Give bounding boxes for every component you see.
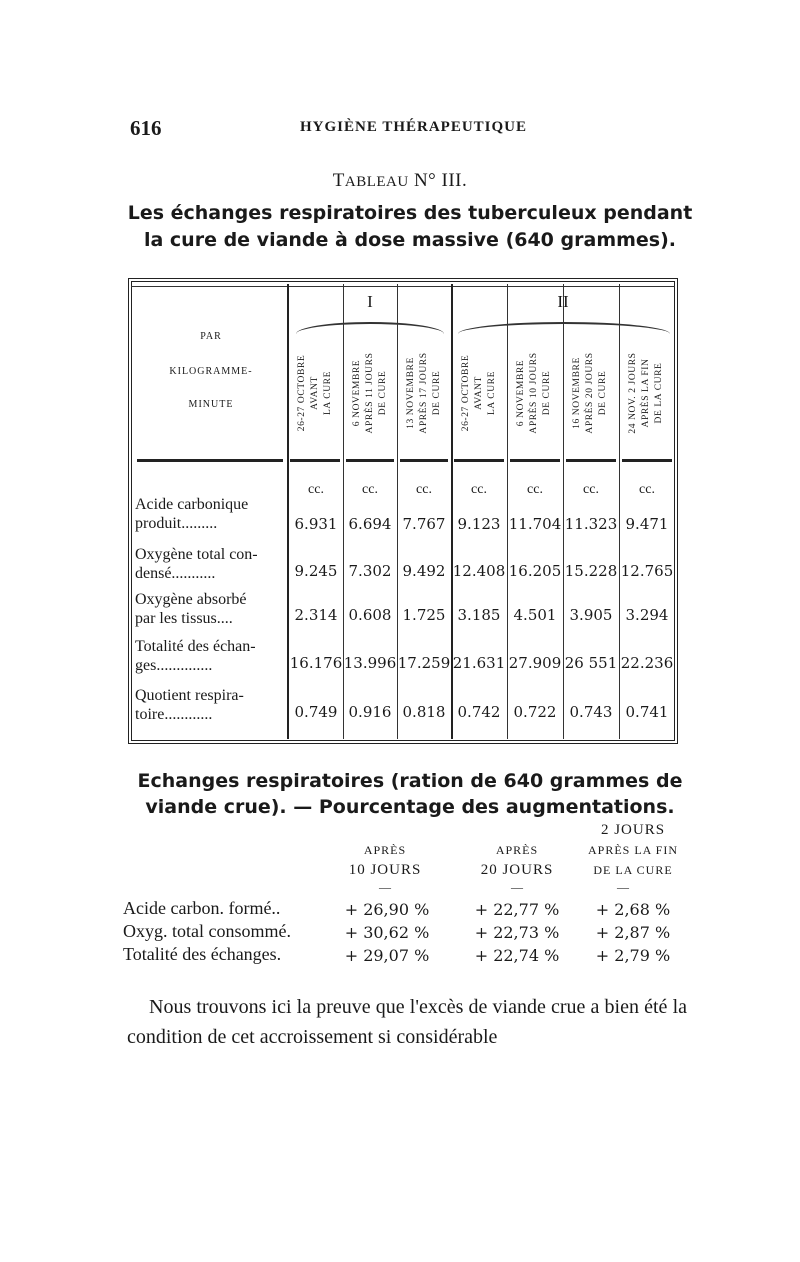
table-cell: 0.818 bbox=[402, 703, 446, 721]
column-header-2-line-2: APRÈS 11 JOURS bbox=[365, 352, 375, 434]
row-label-co2-line-1: Acide carbonique bbox=[135, 496, 249, 513]
pct-cell: + 22,74 % bbox=[474, 946, 560, 965]
table-title-suffix: N° III. bbox=[408, 170, 468, 191]
table-title bbox=[0, 170, 800, 192]
column-header-7 bbox=[627, 328, 667, 458]
row-label-oxygen-absorbed-line-1: Oxygène absorbé bbox=[135, 591, 247, 608]
column-header-5-line-2: APRÈS 10 JOURS bbox=[529, 352, 539, 434]
table-cell: 3.185 bbox=[457, 606, 501, 624]
column-header-1-line-3: LA CURE bbox=[323, 370, 333, 416]
column-header-2 bbox=[351, 328, 391, 458]
row-label-total-exchanges-line-2: ges.............. bbox=[135, 657, 213, 674]
table-cell: 2.314 bbox=[294, 606, 338, 624]
row-label-oxygen-total-line-2: densé........... bbox=[135, 565, 216, 582]
unit-label: cc. bbox=[527, 482, 543, 497]
pct-header-after-cure-line-2: APRÈS LA FIN bbox=[587, 843, 679, 857]
column-header-3-line-2: APRÈS 17 JOURS bbox=[419, 352, 429, 434]
row-label-co2-line-2: produit......... bbox=[135, 515, 218, 532]
table-cell: 6.931 bbox=[294, 515, 338, 533]
table-cell: 27.909 bbox=[508, 654, 562, 672]
column-header-1-line-2: AVANT bbox=[310, 376, 320, 410]
table-cell: 3.294 bbox=[625, 606, 669, 624]
table-cell: 0.608 bbox=[348, 606, 392, 624]
table-cell: 11.323 bbox=[564, 515, 618, 533]
table-cell: 9.123 bbox=[457, 515, 501, 533]
pct-header-after-cure bbox=[568, 820, 698, 880]
stub-header-line-2: KILOGRAMME- bbox=[169, 366, 253, 377]
column-header-3-line-3: DE CURE bbox=[432, 370, 442, 416]
table-cell: 22.236 bbox=[620, 654, 674, 672]
pct-header-rule: — bbox=[379, 880, 391, 894]
table-cell: 1.725 bbox=[402, 606, 446, 624]
pct-cell: + 2,68 % bbox=[595, 900, 671, 919]
table-cell: 9.492 bbox=[402, 562, 446, 580]
unit-label: cc. bbox=[583, 482, 599, 497]
pct-header-rule: — bbox=[511, 880, 523, 894]
column-header-4-line-3: LA CURE bbox=[487, 370, 497, 416]
pct-header-after-cure-line-3: DE LA CURE bbox=[593, 863, 673, 877]
column-header-6-line-3: DE CURE bbox=[598, 370, 608, 416]
table-cell: 0.722 bbox=[513, 703, 557, 721]
column-header-5-line-3: DE CURE bbox=[542, 370, 552, 416]
column-header-7-line-3: DE LA CURE bbox=[654, 362, 664, 424]
row-label-quotient-line-2: toire............ bbox=[135, 706, 213, 723]
unit-label: cc. bbox=[416, 482, 432, 497]
pct-cell: + 2,79 % bbox=[595, 946, 671, 965]
row-label-co2 bbox=[135, 495, 290, 533]
header-rule bbox=[566, 459, 616, 462]
table-cell: 21.631 bbox=[452, 654, 506, 672]
pct-header-20-days-line-2: 20 JOURS bbox=[480, 862, 554, 878]
row-label-quotient-line-1: Quotient respira- bbox=[135, 687, 244, 704]
column-header-2-line-1: 6 NOVEMBRE bbox=[352, 359, 362, 427]
table-title-smallcaps: ABLEAU bbox=[344, 174, 409, 190]
table-title-prefix: T bbox=[332, 170, 345, 191]
header-rule bbox=[454, 459, 504, 462]
table-cell: 9.471 bbox=[625, 515, 669, 533]
column-header-3 bbox=[405, 328, 445, 458]
table-cell: 26 551 bbox=[564, 654, 618, 672]
group-label-i: I bbox=[367, 292, 373, 311]
pct-header-10-days-line-1: APRÈS bbox=[363, 843, 407, 857]
stub-header-line-1: PAR bbox=[200, 331, 222, 342]
unit-label: cc. bbox=[639, 482, 655, 497]
row-label-oxygen-absorbed bbox=[135, 590, 290, 628]
stub-header-line-3: MINUTE bbox=[188, 399, 234, 410]
header-rule bbox=[346, 459, 394, 462]
table-cell: 4.501 bbox=[513, 606, 557, 624]
column-header-1 bbox=[296, 328, 336, 458]
pct-cell: + 30,62 % bbox=[344, 923, 430, 942]
table-cell: 9.245 bbox=[294, 562, 338, 580]
table-cell: 3.905 bbox=[569, 606, 613, 624]
running-head: HYGIÈNE THÉRAPEUTIQUE bbox=[300, 119, 528, 135]
column-header-4 bbox=[460, 328, 500, 458]
column-header-4-line-1: 26-27 OCTOBRE bbox=[461, 354, 471, 432]
pct-cell: + 22,73 % bbox=[474, 923, 560, 942]
unit-label: cc. bbox=[308, 482, 324, 497]
table-cell: 15.228 bbox=[564, 562, 618, 580]
table-cell: 0.743 bbox=[569, 703, 613, 721]
table-cell: 17.259 bbox=[397, 654, 451, 672]
column-header-1-line-1: 26-27 OCTOBRE bbox=[297, 354, 307, 432]
pct-header-10-days bbox=[330, 840, 440, 880]
column-header-6-line-2: APRÈS 20 JOURS bbox=[585, 352, 595, 434]
table-cell: 0.749 bbox=[294, 703, 338, 721]
pct-cell: + 2,87 % bbox=[595, 923, 671, 942]
pct-row-label-total: Totalité des échanges. bbox=[123, 944, 282, 964]
column-header-6-line-1: 16 NOVEMBRE bbox=[572, 357, 582, 429]
table-cell: 11.704 bbox=[508, 515, 562, 533]
table-cell: 0.741 bbox=[625, 703, 669, 721]
table-top-rule bbox=[131, 286, 675, 287]
row-label-total-exchanges bbox=[135, 637, 290, 675]
row-label-total-exchanges-line-1: Totalité des échan- bbox=[135, 638, 256, 655]
percentage-caption: Echanges respiratoires (ration de 640 grammes de viande crue). — Pourcentage des augmentations. bbox=[137, 770, 683, 818]
pct-header-20-days bbox=[462, 840, 572, 880]
header-rule bbox=[400, 459, 448, 462]
page-number: 616 bbox=[130, 116, 162, 140]
pct-header-rule: — bbox=[617, 880, 629, 894]
table-cell: 13.996 bbox=[343, 654, 397, 672]
column-header-2-line-3: DE CURE bbox=[378, 370, 388, 416]
column-header-7-line-2: APRÈS LA FIN bbox=[641, 358, 651, 428]
row-label-quotient bbox=[135, 686, 290, 724]
table-cell: 12.765 bbox=[620, 562, 674, 580]
body-paragraph: Nous trouvons ici la preuve que l'excès de viande crue a bien été la condition de cet accroissement si considérable bbox=[127, 996, 687, 1048]
row-label-oxygen-total-line-1: Oxygène total con- bbox=[135, 546, 258, 563]
pct-header-after-cure-line-1: 2 JOURS bbox=[600, 822, 666, 838]
column-header-4-line-2: AVANT bbox=[474, 376, 484, 410]
table-cell: 0.916 bbox=[348, 703, 392, 721]
column-header-5-line-1: 6 NOVEMBRE bbox=[516, 359, 526, 427]
table-cell: 7.302 bbox=[348, 562, 392, 580]
header-rule bbox=[510, 459, 560, 462]
column-header-3-line-1: 13 NOVEMBRE bbox=[406, 357, 416, 429]
unit-label: cc. bbox=[471, 482, 487, 497]
pct-row-label-oxygen: Oxyg. total consommé. bbox=[123, 921, 291, 941]
pct-header-20-days-line-1: APRÈS bbox=[495, 843, 539, 857]
row-label-oxygen-total bbox=[135, 545, 290, 583]
pct-cell: + 22,77 % bbox=[474, 900, 560, 919]
group-label-ii: II bbox=[557, 292, 569, 311]
table-cell: 16.176 bbox=[289, 654, 343, 672]
table-cell: 0.742 bbox=[457, 703, 501, 721]
table-caption: Les échanges respiratoires des tuberculeux pendant la cure de viande à dose massive (640 grammes). bbox=[127, 202, 693, 251]
pct-cell: + 29,07 % bbox=[344, 946, 430, 965]
column-header-5 bbox=[515, 328, 555, 458]
table-cell: 7.767 bbox=[402, 515, 446, 533]
header-rule bbox=[137, 459, 283, 462]
unit-label: cc. bbox=[362, 482, 378, 497]
row-label-oxygen-absorbed-line-2: par les tissus.... bbox=[135, 610, 233, 627]
header-rule bbox=[622, 459, 672, 462]
column-header-7-line-1: 24 NOV. 2 JOURS bbox=[628, 352, 638, 434]
table-cell: 12.408 bbox=[452, 562, 506, 580]
column-header-6 bbox=[571, 328, 611, 458]
table-cell: 16.205 bbox=[508, 562, 562, 580]
pct-row-label-co2: Acide carbon. formé.. bbox=[123, 898, 281, 918]
pct-header-10-days-line-2: 10 JOURS bbox=[348, 862, 422, 878]
table-cell: 6.694 bbox=[348, 515, 392, 533]
header-rule bbox=[290, 459, 340, 462]
pct-cell: + 26,90 % bbox=[344, 900, 430, 919]
